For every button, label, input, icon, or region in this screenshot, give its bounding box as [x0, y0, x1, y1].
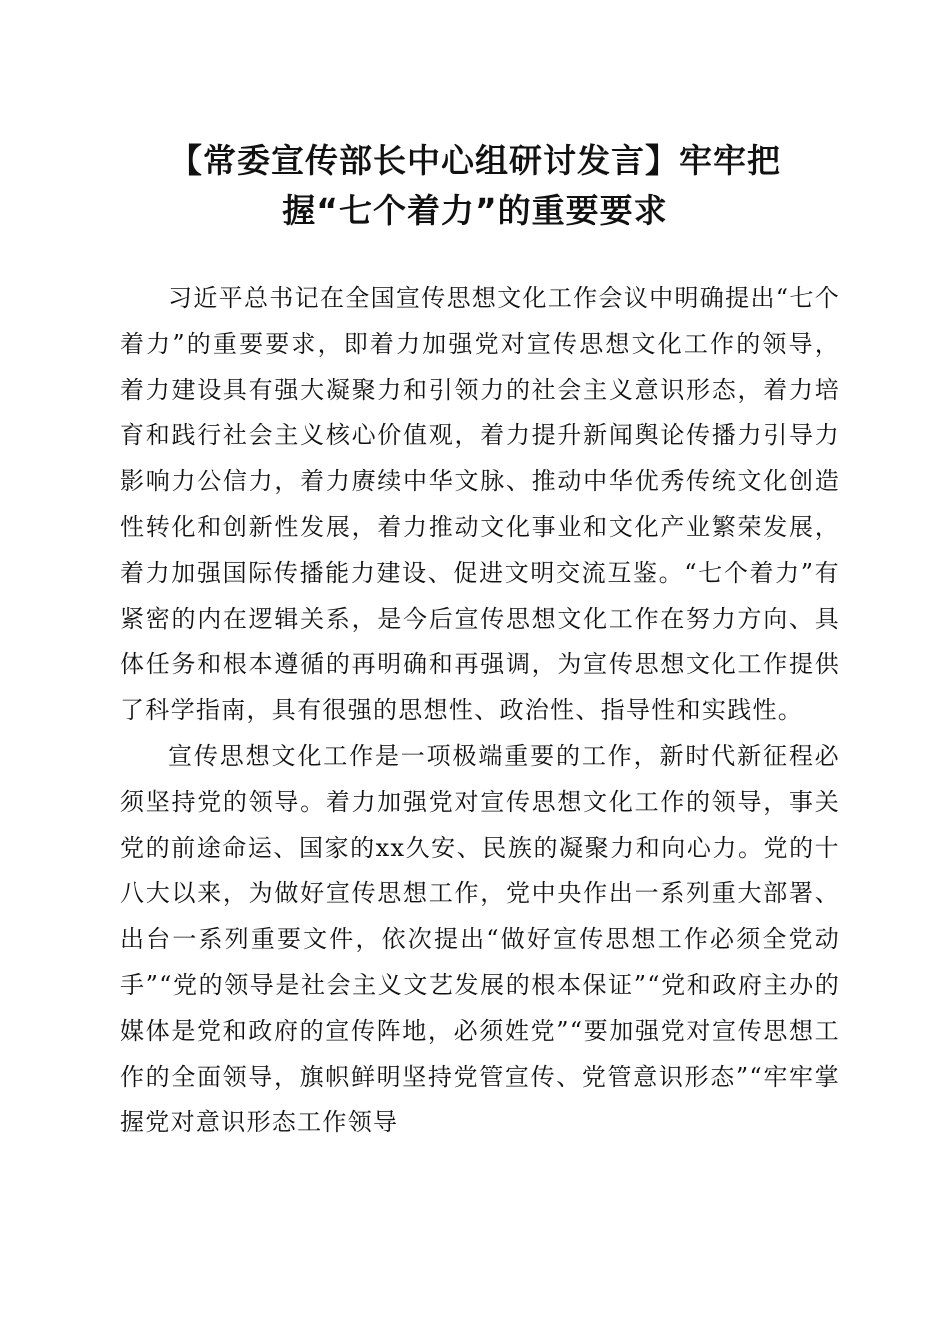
paragraph-2: 宣传思想文化工作是一项极端重要的工作，新时代新征程必须坚持党的领导。着力加强党对宣传思想文化工作的领导，事关党的前途命运、国家的xx久安、民族的凝聚力和向心力。党的十八大以来，为做好宣传思想工作，党中央作出一系列重大部署、出台一系列重要文件，依次提出“做好宣传思想工作必须全党动手”“党的领导是社会主义文艺发展的根本保证”“党和政府主办的媒体是党和政府的宣传阵地，必须姓党”“要加强党对宣传思想工作的全面领导，旗帜鲜明坚持党管宣传、党管意识形态”“牢牢掌握党对意识形态工作领导 — [120, 741, 840, 1137]
title-line-1: 【常委宣传部长中心组研讨发言】牢牢把 — [169, 141, 781, 180]
document-body — [120, 276, 840, 1146]
paragraph-1: 习近平总书记在全国宣传思想文化工作会议中明确提出“七个着力”的重要要求，即着力加强党对宣传思想文化工作的领导，着力建设具有强大凝聚力和引领力的社会主义意识形态，着力培育和践行社会主义核心价值观，着力提升新闻舆论传播力引导力影响力公信力，着力赓续中华文脉、推动中华优秀传统文化创造性转化和创新性发展，着力推动文化事业和文化产业繁荣发展，着力加强国际传播能力建设、促进文明交流互鉴。“七个着力”有紧密的内在逻辑关系，是今后宣传思想文化工作在努力方向、具体任务和根本遵循的再明确和再强调，为宣传思想文化工作提供了科学指南，具有很强的思想性、政治性、指导性和实践性。 — [120, 284, 840, 725]
document-title — [120, 136, 830, 236]
title-line-2: 握“七个着力”的重要要求 — [282, 191, 668, 230]
